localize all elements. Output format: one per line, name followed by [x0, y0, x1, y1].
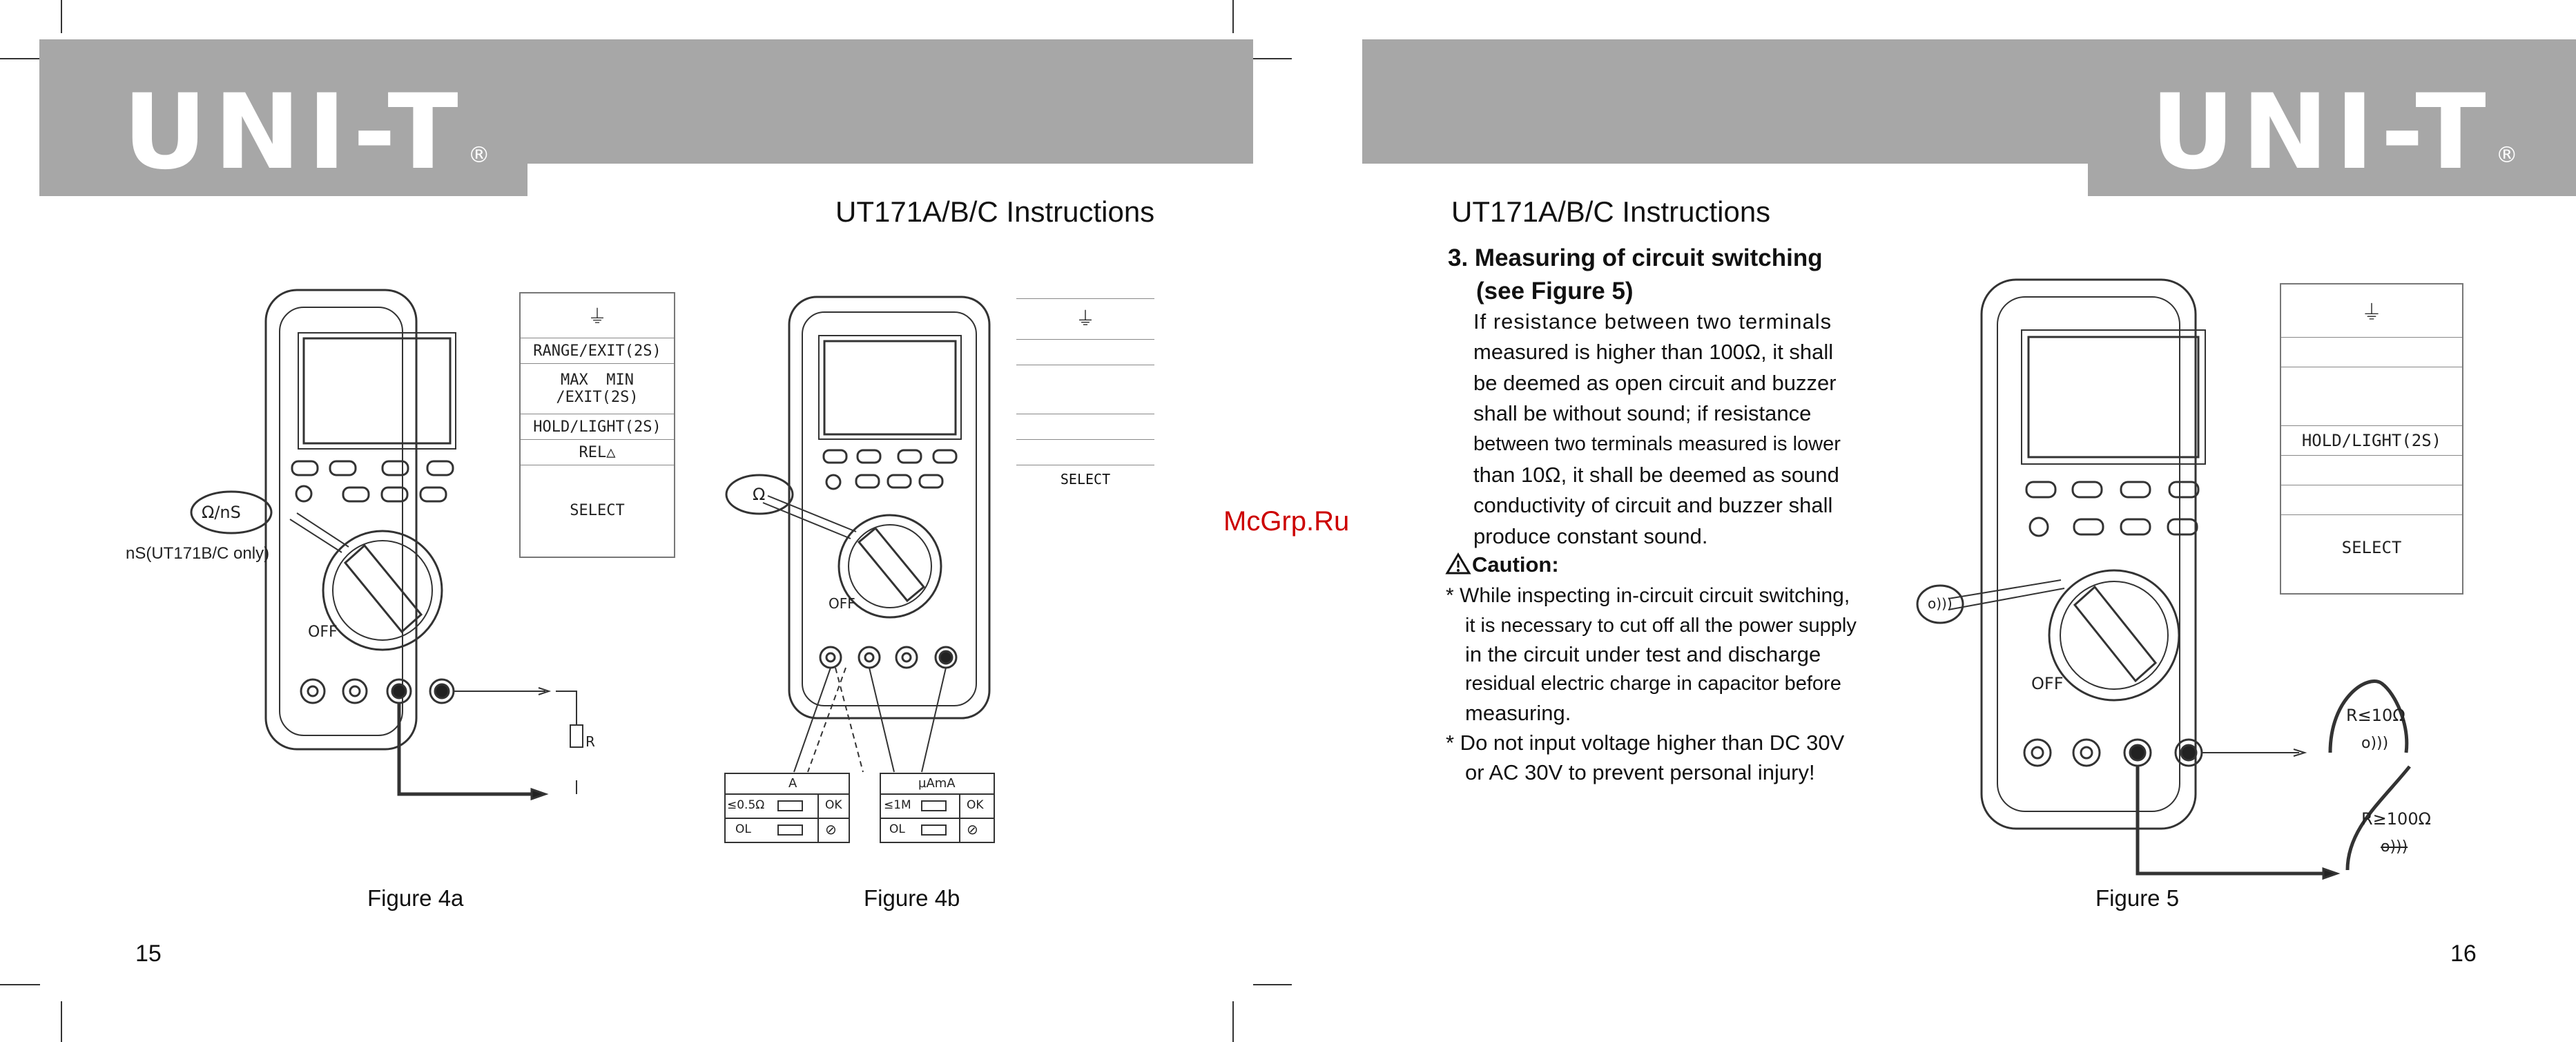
brand-logo: UNI-T ®	[123, 73, 490, 193]
resistor-label: R	[585, 733, 595, 750]
caution-line: or AC 30V to prevent personal injury!	[1465, 760, 1815, 784]
input-jack	[301, 679, 325, 703]
meter-button	[382, 461, 408, 475]
fuse-uamA-cell: ⊘	[967, 821, 978, 838]
caution-line: in the circuit under test and discharge	[1465, 642, 1821, 666]
button-label-select: SELECT	[2341, 538, 2402, 557]
off-label: OFF	[308, 624, 338, 641]
paragraph-line: produce constant sound.	[1473, 524, 1708, 548]
watermark: McGrp.Ru	[1223, 506, 1350, 537]
caution-line: it is necessary to cut off all the power supply	[1465, 615, 1857, 637]
rotary-dial	[323, 531, 442, 650]
paragraph-line: be deemed as open circuit and buzzer	[1473, 371, 1837, 395]
ground-symbol: ⏚	[2281, 284, 2462, 338]
sound-off-icon: o)))	[2381, 838, 2408, 856]
section-title: (see Figure 5)	[1476, 278, 1634, 305]
crop-mark	[0, 984, 40, 985]
fuse-uamA-header: µAmA	[918, 776, 956, 791]
caution-line: * While inspecting in-circuit circuit switching,	[1446, 584, 1850, 607]
crop-mark	[61, 1001, 62, 1042]
figure-4b-caption: Figure 4b	[864, 885, 960, 911]
figure-5-drawing	[0, 0, 1, 1]
button-labels-4a	[519, 292, 675, 558]
caution-line: * Do not input voltage higher than DC 30V	[1446, 731, 1845, 755]
fuse-uamA-cell: OK	[967, 798, 984, 812]
figure-4a-caption: Figure 4a	[367, 885, 464, 911]
button-label-hold: HOLD/LIGHT(2S)	[521, 414, 674, 440]
meter-button	[427, 461, 453, 475]
button-labels-4b	[1016, 298, 1154, 533]
crop-mark	[1253, 58, 1292, 59]
page-number: 16	[2450, 940, 2477, 967]
ground-symbol: ⏚	[521, 293, 674, 338]
fuse-a-cell: OL	[735, 822, 751, 836]
page-title: UT171A/B/C Instructions	[1451, 195, 1771, 228]
crop-mark	[1232, 0, 1234, 33]
sound-on-icon: o)))	[2361, 735, 2389, 752]
paragraph-line: than 10Ω, it shall be deemed as sound	[1473, 463, 1839, 487]
warning-triangle-icon	[1446, 552, 1471, 575]
off-label: OFF	[829, 595, 855, 612]
paragraph-line: shall be without sound; if resistance	[1473, 401, 1812, 425]
button-label-range: RANGE/EXIT(2S)	[521, 338, 674, 364]
dial-label-callout: Ω/nS	[202, 503, 241, 522]
button-label-select: SELECT	[1060, 471, 1111, 488]
paragraph-line: between two terminals measured is lower	[1473, 433, 1841, 455]
caution-line: measuring.	[1465, 701, 1571, 725]
page-number: 15	[135, 940, 162, 967]
caution-label: Caution:	[1472, 552, 1559, 577]
button-labels-5	[2280, 283, 2463, 595]
fuse-uamA-cell: ≤1M	[884, 798, 911, 812]
paragraph-line: If resistance between two terminals	[1473, 309, 1832, 334]
paragraph-line: conductivity of circuit and buzzer shall	[1473, 493, 1833, 517]
dial-label-callout: Ω	[753, 485, 766, 504]
brand-logo: UNI-T ®	[2151, 73, 2518, 193]
crop-mark	[1253, 984, 1292, 985]
input-jack	[343, 679, 367, 703]
condition-high: R≥100Ω	[2361, 809, 2431, 829]
rotary-dial	[2049, 570, 2179, 700]
paragraph-line: measured is higher than 100Ω, it shall	[1473, 340, 1834, 364]
page-title: UT171A/B/C Instructions	[835, 195, 1155, 228]
caution-line: residual electric charge in capacitor before	[1465, 673, 1841, 695]
button-label-select: SELECT	[570, 501, 625, 519]
button-label-maxmin: MAX MIN /EXIT(2S)	[521, 364, 674, 414]
crop-mark	[1232, 1001, 1234, 1042]
button-label-rel: REL△	[521, 440, 674, 465]
condition-low: R≤10Ω	[2346, 706, 2405, 725]
meter-button	[292, 461, 318, 475]
crop-mark	[0, 58, 40, 59]
side-note: nS(UT171B/C only)	[126, 544, 270, 563]
off-label: OFF	[2031, 674, 2064, 693]
fuse-a-header: A	[788, 776, 797, 791]
fuse-a-cell: OK	[825, 798, 842, 812]
ground-symbol: ⏚	[1016, 298, 1154, 340]
meter-body	[1982, 280, 2196, 829]
meter-button	[330, 461, 356, 475]
fuse-a-cell: ≤0.5Ω	[727, 798, 765, 812]
figure-5-caption: Figure 5	[2095, 885, 2180, 911]
fuse-a-cell: ⊘	[825, 821, 837, 838]
crop-mark	[61, 0, 62, 33]
dial-callout-sound: o)))	[1928, 595, 1953, 612]
fuse-uamA-cell: OL	[889, 822, 905, 836]
button-label-hold: HOLD/LIGHT(2S)	[2281, 426, 2462, 456]
section-title: 3. Measuring of circuit switching	[1448, 244, 1823, 271]
